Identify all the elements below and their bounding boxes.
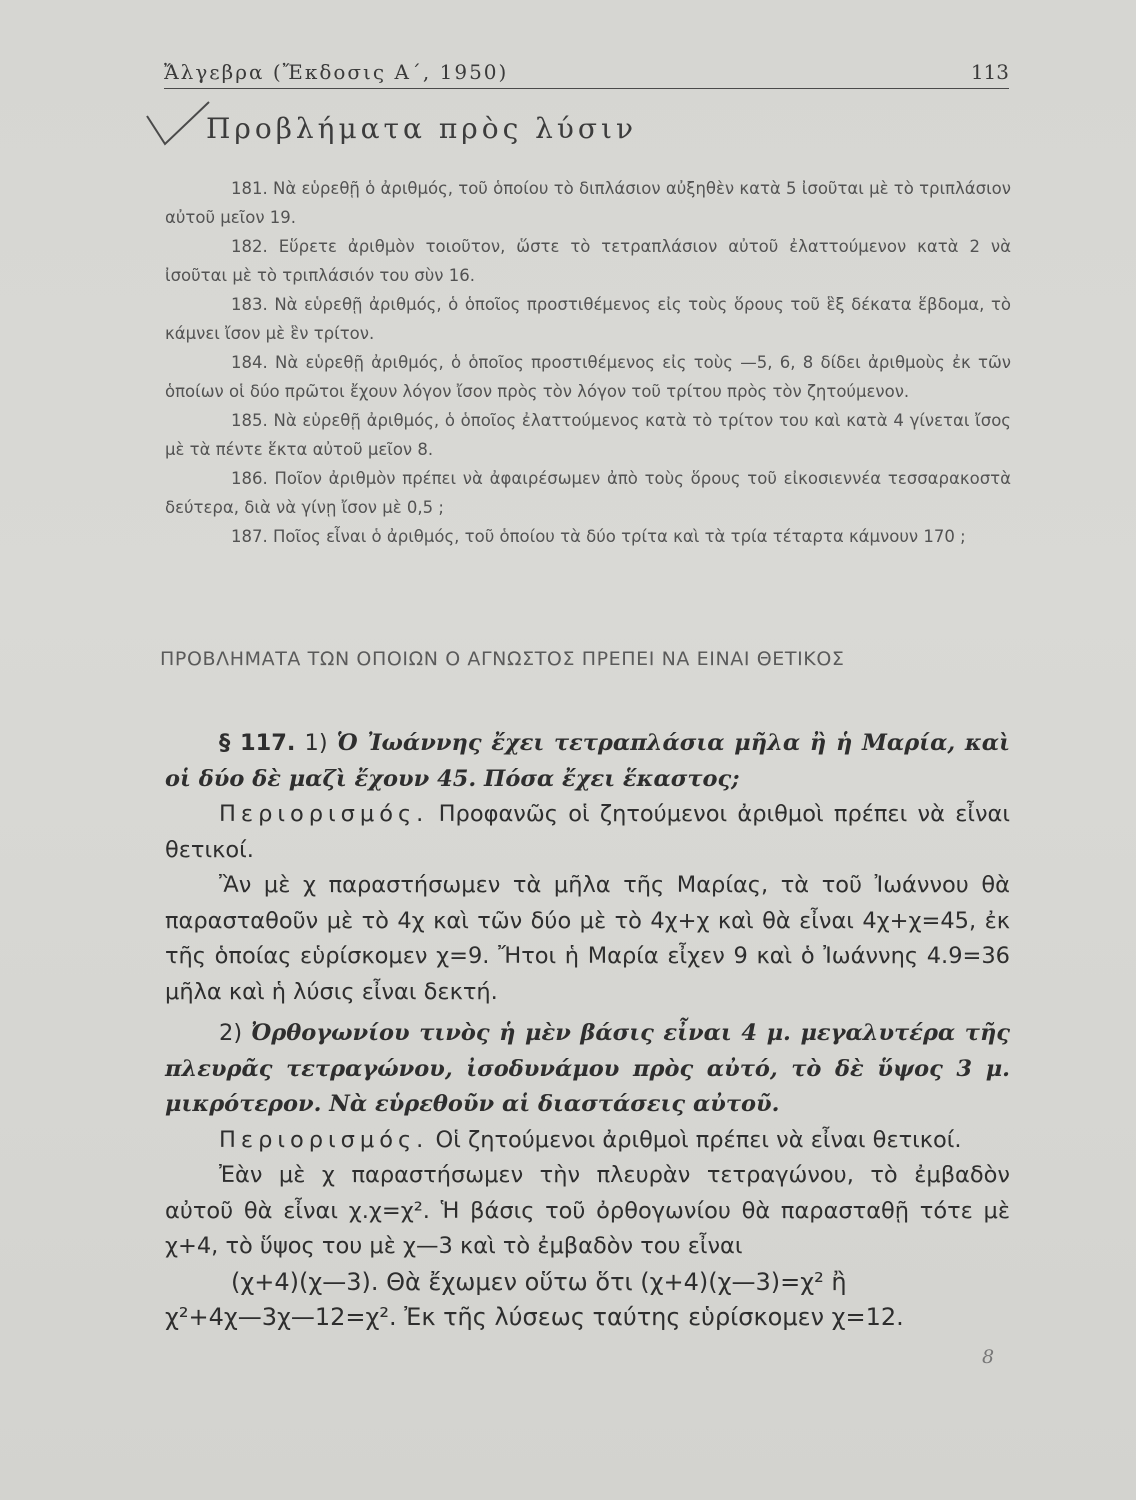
signature-mark: 8 bbox=[982, 1346, 995, 1368]
solution-2: Ἐὰν μὲ χ παραστήσωμεν τὴν πλευρὰν τετραγώνου, τὸ ἐμβαδὸν αὐτοῦ θὰ εἶναι χ.χ=χ². Ἡ βάσις τοῦ ὀρθογωνίου θὰ παρασταθῇ τότε μὲ χ+4, τὸ ὕψος του μὲ χ—3 καὶ τὸ ἐμβαδὸν του εἶναι bbox=[165, 1162, 1010, 1259]
solution-1: Ἂν μὲ χ παραστήσωμεν τὰ μῆλα τῆς Μαρίας, τὰ τοῦ Ἰωάννου θὰ παρασταθοῦν μὲ τὸ 4χ καὶ τῶν δύο μὲ τὸ 4χ+χ καὶ θὰ εἶναι 4χ+χ=45, ἐκ τῆς ὁποίας εὑρίσκομεν χ=9. Ἤτοι ἡ Μαρία εἶχεν 9 καὶ ὁ Ἰωάννης 4.9=36 μῆλα καὶ ἡ λύσις εἶναι δεκτή. bbox=[165, 872, 1010, 1005]
problem-statement-1: § 117. 1) Ὁ Ἰωάννης ἔχει τετραπλάσια μῆλα ἢ ἡ Μαρία, καὶ οἱ δύο δὲ μαζὶ ἔχουν 45. Πόσα ἔχει ἕκαστος; bbox=[165, 730, 1010, 792]
problem-item: 185. Νὰ εὑρεθῇ ἀριθμός, ὁ ὁποῖος ἐλαττούμενος κατὰ τὸ τρίτον του καὶ κατὰ 4 γίνεται ἴσος μὲ τὰ πέντε ἕκτα αὐτοῦ μεῖον 8. bbox=[165, 411, 1011, 459]
problem-item: 181. Νὰ εὑρεθῇ ὁ ἀριθμός, τοῦ ὁποίου τὸ διπλάσιον αὐξηθὲν κατὰ 5 ἰσοῦται μὲ τὸ τριπλάσιον αὐτοῦ μεῖον 19. bbox=[165, 179, 1011, 227]
restriction-2: Περιορισμός. Οἱ ζητούμενοι ἀριθμοὶ πρέπει νὰ εἶναι θετικοί. bbox=[219, 1126, 962, 1153]
running-header bbox=[164, 58, 1009, 89]
section-title: Προβλήματα πρὸς λύσιν bbox=[206, 112, 638, 145]
equation-line: (χ+4)(χ—3). Θὰ ἔχωμεν οὕτω ὅτι (χ+4)(χ—3)=χ² ἢ bbox=[231, 1267, 847, 1296]
subsection-heading: ΠΡΟΒΛΗΜΑΤΑ ΤΩΝ ΟΠΟΙΩΝ Ο ΑΓΝΩΣΤΟΣ ΠΡΕΠΕΙ ΝΑ ΕΙΝΑΙ ΘΕΤΙΚΟΣ bbox=[160, 648, 845, 670]
handwritten-checkmark-icon bbox=[143, 100, 213, 148]
section-label: § 117. bbox=[219, 730, 296, 756]
section-117 bbox=[165, 726, 1010, 1336]
page-number: 113 bbox=[970, 60, 1009, 84]
problem-statement-2: 2) Ὀρθογωνίου τινὸς ἡ μὲν βάσις εἶναι 4 μ. μεγαλυτέρα τῆς πλευρᾶς τετραγώνου, ἰσοδυνάμου πρὸς αὐτό, τὸ δὲ ὕψος 3 μ. μικρότερον. Νὰ εὑρεθοῦν αἱ διαστάσεις αὐτοῦ. bbox=[165, 1020, 1011, 1117]
problem-item: 186. Ποῖον ἀριθμὸν πρέπει νὰ ἀφαιρέσωμεν ἀπὸ τοὺς ὅρους τοῦ εἰκοσιεννέα τεσσαρακοστὰ δεύτερα, διὰ νὰ γίνῃ ἴσον μὲ 0,5 ; bbox=[165, 469, 1011, 517]
equation-line: χ²+4χ—3χ—12=χ². Ἐκ τῆς λύσεως ταύτης εὑρίσκομεν χ=12. bbox=[165, 1303, 904, 1331]
header-title: Ἄλγεβρα (Ἔκδοσις Α΄, 1950) bbox=[164, 60, 509, 84]
problem-item: 187. Ποῖος εἶναι ὁ ἀριθμός, τοῦ ὁποίου τὰ δύο τρίτα καὶ τὰ τρία τέταρτα κάμνουν 170 ; bbox=[231, 527, 966, 546]
problem-item: 184. Νὰ εὑρεθῇ ἀριθμός, ὁ ὁποῖος προστιθέμενος εἰς τοὺς —5, 6, 8 δίδει ἀριθμοὺς ἐκ τῶν ὁποίων οἱ δύο πρῶτοι ἔχουν λόγον ἴσον πρὸς τὸν λόγον τοῦ τρίτου πρὸς τὸν ζητούμενον. bbox=[165, 353, 1011, 401]
problem-item: 183. Νὰ εὑρεθῇ ἀριθμός, ὁ ὁποῖος προστιθέμενος εἰς τοὺς ὅρους τοῦ ἓξ δέκατα ἕβδομα, τὸ κάμνει ἴσον μὲ ἓν τρίτον. bbox=[165, 295, 1011, 343]
problem-list bbox=[165, 174, 1011, 551]
restriction-1: Περιορισμός. Προφανῶς οἱ ζητούμενοι ἀριθμοὶ πρέπει νὰ εἶναι θετικοί. bbox=[165, 801, 1010, 863]
problem-item: 182. Εὕρετε ἀριθμὸν τοιοῦτον, ὥστε τὸ τετραπλάσιον αὐτοῦ ἐλαττούμενον κατὰ 2 νὰ ἰσοῦται μὲ τὸ τριπλάσιόν του σὺν 16. bbox=[165, 237, 1011, 285]
